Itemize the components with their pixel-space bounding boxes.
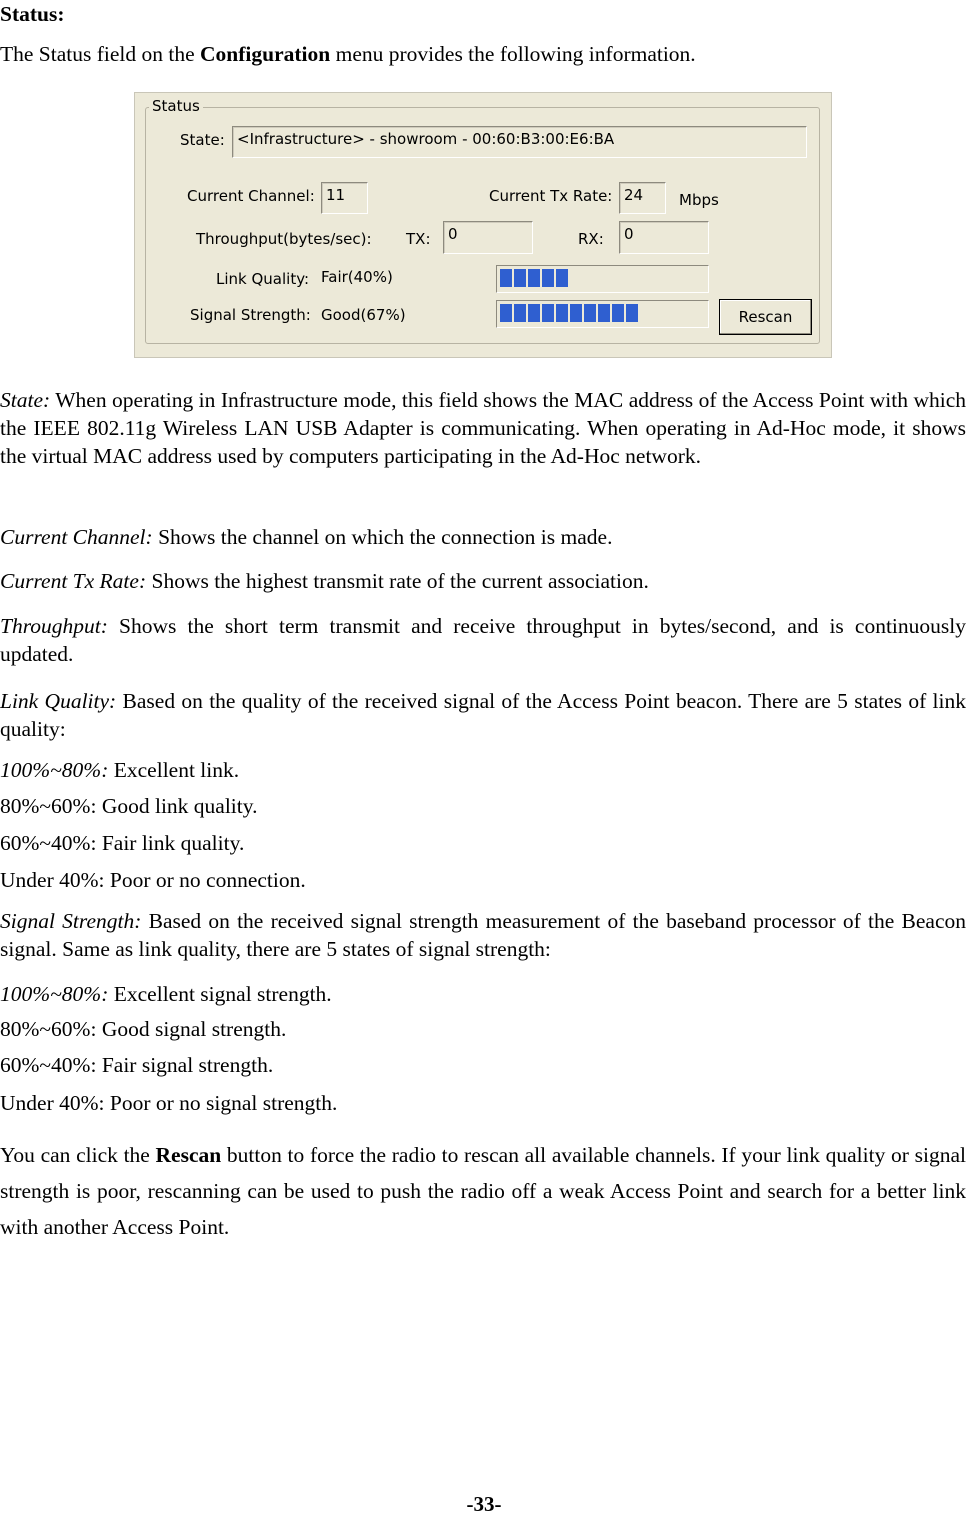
current-tx-rate-label: Current Tx Rate: xyxy=(489,187,613,205)
lq-desc: Good link quality. xyxy=(96,794,258,818)
signal-strength-segment xyxy=(584,304,596,322)
link-quality-term: Link Quality: xyxy=(0,689,117,713)
signal-strength-segment xyxy=(514,304,526,322)
state-text: When operating in Infrastructure mode, this field shows the MAC address of the Access Point with which the IEEE 802.11g Wireless LAN USB Adapter is communicating. When operating in Ad-Hoc mode, it shows the virtual MAC address used by computers participating in the Ad-Hoc network. xyxy=(0,388,966,468)
link-quality-segment xyxy=(528,269,540,287)
lq-desc: Excellent link. xyxy=(108,758,240,782)
ss-list-item xyxy=(0,1089,966,1117)
throughput-text: Shows the short term transmit and receive throughput in bytes/second, and is continuously updated. xyxy=(0,614,966,666)
ss-range: 100%~80%: xyxy=(0,982,109,1006)
ss-desc: Poor or no signal strength. xyxy=(104,1091,338,1115)
lq-range: 60%~40%: xyxy=(0,831,97,855)
current-channel-label: Current Channel: xyxy=(187,187,315,205)
signal-strength-term: Signal Strength: xyxy=(0,909,142,933)
signal-strength-segment xyxy=(570,304,582,322)
lq-desc: Poor or no connection. xyxy=(104,868,306,892)
rescan-text-before: You can click the xyxy=(0,1143,156,1167)
status-group-title: Status xyxy=(149,97,203,115)
status-dialog-screenshot xyxy=(134,92,832,358)
signal-strength-bar xyxy=(496,300,709,328)
current-channel-field: 11 xyxy=(321,182,368,214)
ss-list-item xyxy=(0,1051,966,1079)
lq-list-item xyxy=(0,866,966,894)
link-quality-label: Link Quality: xyxy=(216,270,310,288)
ss-range: 80%~60%: xyxy=(0,1017,97,1041)
link-quality-segment xyxy=(542,269,554,287)
signal-strength-segment xyxy=(626,304,638,322)
rx-label: RX: xyxy=(578,230,604,248)
intro-text-before: The Status field on the xyxy=(0,42,201,66)
signal-strength-segment xyxy=(542,304,554,322)
signal-strength-text: Based on the received signal strength measurement of the baseband processor of the Beacon signal. Same as link quality, there are 5 states of signal strength: xyxy=(0,909,966,961)
throughput-description xyxy=(0,612,966,668)
rescan-text-after: button to force the radio to rescan all available channels. If your link quality or signal strength is poor, rescanning can be used to push the radio off a weak Access Point and search for a better link with another Access Point. xyxy=(0,1143,966,1239)
link-quality-segment xyxy=(514,269,526,287)
channel-term: Current Channel: xyxy=(0,525,153,549)
rescan-paragraph xyxy=(0,1137,966,1245)
link-quality-segment xyxy=(556,269,568,287)
ss-desc: Good signal strength. xyxy=(96,1017,287,1041)
throughput-term: Throughput: xyxy=(0,614,108,638)
lq-desc: Fair link quality. xyxy=(96,831,245,855)
lq-range: Under 40%: xyxy=(0,868,105,892)
signal-strength-label: Signal Strength: xyxy=(190,306,311,324)
ss-range: Under 40%: xyxy=(0,1091,105,1115)
tx-field: 0 xyxy=(443,221,533,254)
current-tx-rate-field: 24 xyxy=(619,182,666,214)
signal-strength-description xyxy=(0,907,966,963)
lq-list-item xyxy=(0,829,966,857)
intro-paragraph xyxy=(0,40,966,68)
signal-strength-segment xyxy=(528,304,540,322)
tx-rate-unit: Mbps xyxy=(679,191,719,209)
link-quality-bar xyxy=(496,265,709,293)
txrate-text: Shows the highest transmit rate of the current association. xyxy=(146,569,649,593)
lq-list-item xyxy=(0,756,966,784)
intro-bold-configuration: Configuration xyxy=(200,42,331,66)
ss-desc: Excellent signal strength. xyxy=(108,982,332,1006)
txrate-description xyxy=(0,567,966,595)
rx-field: 0 xyxy=(619,221,709,254)
tx-label: TX: xyxy=(406,230,431,248)
state-field: <Infrastructure> - showroom - 00:60:B3:00:E6:BA xyxy=(232,126,807,158)
lq-list-item xyxy=(0,792,966,820)
channel-text: Shows the channel on which the connection is made. xyxy=(152,525,613,549)
ss-list-item xyxy=(0,1015,966,1043)
signal-strength-value: Good(67%) xyxy=(321,306,406,324)
ss-range: 60%~40%: xyxy=(0,1053,97,1077)
lq-range: 80%~60%: xyxy=(0,794,97,818)
page-number: -33- xyxy=(466,1492,502,1516)
link-quality-segment xyxy=(500,269,512,287)
ss-desc: Fair signal strength. xyxy=(96,1053,274,1077)
intro-text-after: menu provides the following information. xyxy=(330,42,696,66)
rescan-bold: Rescan xyxy=(155,1143,222,1167)
signal-strength-segment xyxy=(612,304,624,322)
signal-strength-segment xyxy=(500,304,512,322)
state-label: State: xyxy=(180,131,225,149)
link-quality-description xyxy=(0,687,966,743)
section-heading: Status: xyxy=(0,2,65,26)
signal-strength-segment xyxy=(556,304,568,322)
channel-description xyxy=(0,523,966,551)
throughput-label: Throughput(bytes/sec): xyxy=(196,230,372,248)
lq-range: 100%~80%: xyxy=(0,758,109,782)
txrate-term: Current Tx Rate: xyxy=(0,569,147,593)
signal-strength-segment xyxy=(598,304,610,322)
link-quality-value: Fair(40%) xyxy=(321,268,393,286)
state-term: State: xyxy=(0,388,51,412)
state-description xyxy=(0,386,966,470)
link-quality-text: Based on the quality of the received signal of the Access Point beacon. There are 5 states of link quality: xyxy=(0,689,966,741)
rescan-button[interactable]: Rescan xyxy=(719,299,812,335)
ss-list-item xyxy=(0,980,966,1008)
